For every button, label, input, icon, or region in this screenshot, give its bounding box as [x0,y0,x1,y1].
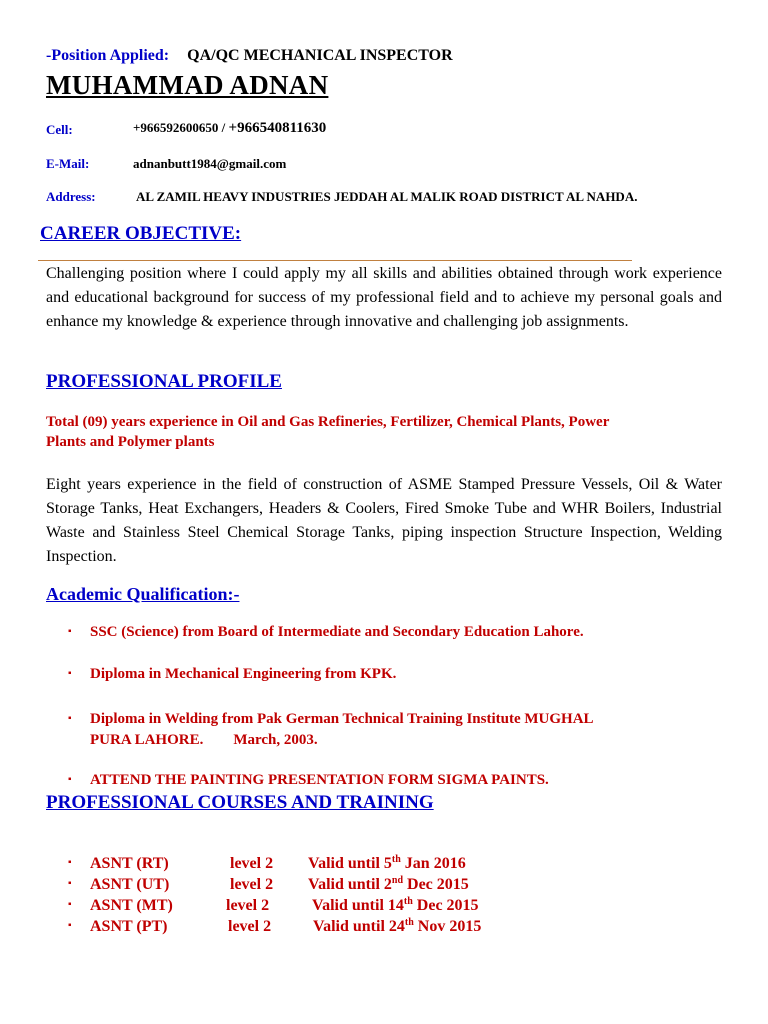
academic-item-text: ATTEND THE PAINTING PRESENTATION FORM SIGMA PAINTS. [90,772,549,788]
cell-label: Cell: [46,122,73,137]
experience-highlight [46,412,722,452]
address-label: Address: [46,189,96,204]
professional-courses-heading: PROFESSIONAL COURSES AND TRAINING [46,792,434,813]
position-applied-value: QA/QC MECHANICAL INSPECTOR [187,47,453,64]
bullet-icon: ▪ [68,668,72,679]
course-level: level 2 [226,897,270,914]
bullet-icon: ▪ [68,713,72,724]
experience-highlight-line-1: Total (09) years experience in Oil and Gas Refineries, Fertilizer, Chemical Plants, Power [46,414,610,430]
email-label: E-Mail: [46,156,90,171]
course-level: level 2 [230,876,274,893]
academic-item-4 [68,772,549,789]
academic-qualification-heading: Academic Qualification:- [46,584,240,604]
position-applied-label: -Position Applied: [46,47,170,64]
section-divider [38,260,632,261]
course-level: level 2 [230,855,274,872]
academic-item-3 [68,708,594,751]
course-name: ASNT (RT) [90,855,169,872]
position-applied-line [46,47,453,65]
experience-highlight-line-2: Plants and Polymer plants [46,434,215,450]
course-level: level 2 [228,918,272,935]
professional-profile-heading: PROFESSIONAL PROFILE [46,371,282,392]
academic-item-text-continued: PURA LAHORE. March, 2003. [90,732,318,748]
academic-item-text: Diploma in Mechanical Engineering from KPK. [90,666,397,682]
bullet-icon: ▪ [68,857,72,868]
professional-profile-text: Eight years experience in the field of construction of ASME Stamped Pressure Vessels, Oil & Water Storage Tanks, Heat Exchangers, Headers & Coolers, Fired Smoke Tube and WHR Boilers, Industrial Waste and Stainless Steel Chemical Storage Tanks, piping inspection Structure Inspection, Welding Inspection. [46,476,722,565]
cell-number-2: +966540811630 [228,120,327,136]
email-value[interactable]: adnanbutt1984@gmail.com [133,156,287,171]
bullet-icon: ▪ [68,920,72,931]
bullet-icon: ▪ [68,774,72,785]
address-value: AL ZAMIL HEAVY INDUSTRIES JEDDAH AL MALIK ROAD DISTRICT AL NAHDA. [136,189,638,204]
course-name: ASNT (MT) [90,897,173,914]
course-validity: Valid until 2nd Dec 2015 [308,875,469,893]
academic-item-text: SSC (Science) from Board of Intermediate and Secondary Education Lahore. [90,624,584,640]
course-name: ASNT (UT) [90,876,170,893]
academic-item-text: Diploma in Welding from Pak German Technical Training Institute MUGHAL [90,711,594,727]
academic-item-1 [68,624,584,641]
academic-item-2 [68,666,396,683]
candidate-name: MUHAMMAD ADNAN [46,70,329,100]
bullet-icon: ▪ [68,878,72,889]
bullet-icon: ▪ [68,626,72,637]
bullet-icon: ▪ [68,899,72,910]
cell-number-1: +966592600650 / [133,120,229,135]
course-validity: Valid until 14th Dec 2015 [312,896,479,914]
career-objective-text: Challenging position where I could apply my all skills and abilities obtained through work experience and educational background for success of my professional field and to achieve my personal goals and enhance my knowledge & experience through innovative and challenging job assignments. [46,265,722,330]
course-name: ASNT (PT) [90,918,168,935]
course-validity: Valid until 5th Jan 2016 [308,854,466,872]
career-objective-heading: CAREER OBJECTIVE: [40,223,242,244]
course-validity: Valid until 24th Nov 2015 [313,917,482,935]
cell-value [133,120,326,137]
